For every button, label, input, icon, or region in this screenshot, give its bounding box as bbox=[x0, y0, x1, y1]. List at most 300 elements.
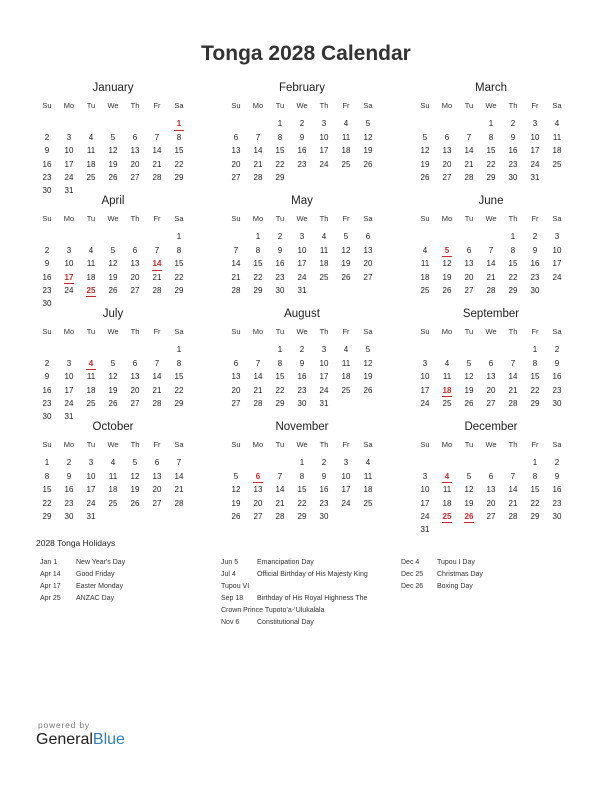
holiday-item bbox=[401, 569, 576, 581]
day-cell: 2 bbox=[554, 458, 560, 468]
weekday-label: We bbox=[296, 101, 308, 110]
weekday-label: Th bbox=[508, 327, 518, 336]
day-cell: 2 bbox=[554, 345, 560, 355]
day-cell bbox=[546, 523, 568, 536]
day-cell: 9 bbox=[277, 245, 283, 255]
day-cell: 27 bbox=[442, 172, 452, 182]
weekday-header bbox=[414, 99, 568, 112]
day-cell bbox=[80, 117, 102, 130]
day-cell: 4 bbox=[88, 245, 94, 255]
day-cell: 21 bbox=[464, 159, 474, 169]
holiday-name: Tupou I Day bbox=[437, 559, 475, 566]
day-cell: 23 bbox=[42, 398, 52, 408]
day-cell bbox=[502, 523, 524, 536]
day-cell: 19 bbox=[363, 146, 373, 156]
day-cell bbox=[225, 117, 247, 130]
week-row bbox=[414, 230, 568, 243]
day-cell: 26 bbox=[363, 159, 373, 169]
day-cell bbox=[436, 343, 458, 356]
day-cell: 27 bbox=[130, 285, 140, 295]
day-cell: 4 bbox=[554, 119, 560, 129]
day-cell: 16 bbox=[552, 372, 562, 382]
day-cell: 13 bbox=[130, 259, 140, 269]
holiday-name-continued: Tupou VI bbox=[221, 583, 250, 590]
holiday-day-cell: 18 bbox=[436, 384, 458, 397]
holiday-date: Dec 26 bbox=[401, 583, 424, 590]
holidays-title: 2028 Tonga Holidays bbox=[36, 538, 116, 548]
weekday-label: Mo bbox=[63, 214, 75, 223]
week-row bbox=[414, 131, 568, 144]
day-cell: 6 bbox=[365, 232, 371, 242]
day-cell: 11 bbox=[442, 372, 452, 382]
day-cell: 27 bbox=[363, 272, 373, 282]
weekday-label: Mo bbox=[63, 101, 75, 110]
brand-logo[interactable] bbox=[36, 731, 125, 749]
day-cell: 21 bbox=[231, 272, 241, 282]
weekday-label: Tu bbox=[464, 440, 474, 449]
day-cell: 13 bbox=[130, 372, 140, 382]
day-cell: 18 bbox=[363, 485, 373, 495]
day-cell: 21 bbox=[508, 385, 518, 395]
day-cell bbox=[335, 397, 357, 410]
day-cell: 15 bbox=[174, 146, 184, 156]
weekday-label: We bbox=[485, 214, 497, 223]
day-cell: 28 bbox=[464, 172, 474, 182]
holiday-date: Jul 4 bbox=[221, 571, 236, 578]
day-cell: 15 bbox=[530, 372, 540, 382]
week-row bbox=[225, 284, 379, 297]
day-cell: 23 bbox=[552, 498, 562, 508]
month-name: April bbox=[101, 195, 125, 207]
day-cell: 30 bbox=[64, 511, 74, 521]
week-row bbox=[36, 257, 190, 270]
month-august bbox=[225, 306, 379, 410]
day-cell: 30 bbox=[297, 398, 307, 408]
week-row bbox=[36, 244, 190, 257]
day-cell: 21 bbox=[253, 159, 263, 169]
day-cell: 10 bbox=[552, 245, 562, 255]
weekday-label: Sa bbox=[552, 440, 562, 449]
day-cell: 12 bbox=[130, 471, 140, 481]
weekday-label: Su bbox=[42, 440, 52, 449]
day-cell: 7 bbox=[510, 358, 516, 368]
day-cell: 7 bbox=[255, 358, 261, 368]
day-cell: 18 bbox=[86, 159, 96, 169]
week-row bbox=[36, 470, 190, 483]
day-cell: 8 bbox=[532, 358, 538, 368]
day-cell: 10 bbox=[64, 372, 74, 382]
weekday-label: Tu bbox=[86, 214, 96, 223]
week-row bbox=[225, 497, 379, 510]
weekday-label: Mo bbox=[63, 327, 75, 336]
day-cell: 31 bbox=[64, 186, 74, 196]
day-cell: 21 bbox=[253, 385, 263, 395]
weekday-label: Tu bbox=[275, 101, 285, 110]
day-cell bbox=[247, 343, 269, 356]
day-cell: 17 bbox=[86, 485, 96, 495]
day-cell: 29 bbox=[174, 172, 184, 182]
day-cell: 25 bbox=[442, 398, 452, 408]
day-cell: 10 bbox=[319, 132, 329, 142]
day-cell: 12 bbox=[108, 146, 118, 156]
day-cell: 6 bbox=[488, 471, 494, 481]
day-cell: 24 bbox=[341, 498, 351, 508]
weekday-label: Su bbox=[42, 101, 52, 110]
holiday-date: Nov 6 bbox=[221, 619, 240, 626]
weekday-label: Th bbox=[508, 440, 518, 449]
day-cell: 31 bbox=[297, 285, 307, 295]
day-cell: 29 bbox=[275, 172, 285, 182]
day-cell: 27 bbox=[253, 511, 263, 521]
weekday-label: We bbox=[485, 440, 497, 449]
day-cell: 22 bbox=[174, 385, 184, 395]
day-cell: 9 bbox=[510, 132, 516, 142]
weekday-label: Tu bbox=[275, 440, 285, 449]
day-cell: 19 bbox=[108, 159, 118, 169]
day-cell bbox=[124, 117, 146, 130]
holiday-item bbox=[401, 557, 576, 569]
weekday-label: Tu bbox=[275, 214, 285, 223]
weekday-label: Mo bbox=[252, 327, 264, 336]
holiday-date: Sep 18 bbox=[221, 595, 244, 602]
week-row bbox=[225, 230, 379, 243]
day-cell: 28 bbox=[253, 172, 263, 182]
day-cell: 12 bbox=[108, 372, 118, 382]
weekday-label: We bbox=[296, 440, 308, 449]
day-cell: 19 bbox=[442, 272, 452, 282]
day-cell: 29 bbox=[253, 285, 263, 295]
day-cell: 14 bbox=[275, 485, 285, 495]
day-cell: 11 bbox=[319, 245, 329, 255]
weekday-label: Mo bbox=[441, 440, 453, 449]
day-cell: 1 bbox=[532, 345, 538, 355]
holiday-date: Apr 25 bbox=[40, 595, 61, 602]
weekday-label: Su bbox=[420, 214, 430, 223]
holiday-date: Dec 25 bbox=[401, 571, 424, 578]
day-cell: 22 bbox=[42, 498, 52, 508]
day-cell: 14 bbox=[152, 146, 162, 156]
day-cell: 11 bbox=[86, 259, 96, 269]
day-cell: 20 bbox=[486, 498, 496, 508]
day-cell: 18 bbox=[86, 385, 96, 395]
weekday-label: Th bbox=[130, 327, 140, 336]
weekday-label: Tu bbox=[464, 101, 474, 110]
day-cell: 26 bbox=[231, 511, 241, 521]
holiday-name: Constitutional Day bbox=[257, 619, 314, 626]
day-cell: 23 bbox=[42, 172, 52, 182]
day-cell: 30 bbox=[42, 186, 52, 196]
holiday-name: New Year's Day bbox=[76, 559, 126, 566]
day-cell: 29 bbox=[530, 511, 540, 521]
day-cell bbox=[102, 343, 124, 356]
month-name: July bbox=[102, 308, 124, 320]
day-cell bbox=[247, 117, 269, 130]
day-cell: 2 bbox=[277, 232, 283, 242]
holiday-name: Easter Monday bbox=[76, 583, 124, 590]
day-cell: 26 bbox=[363, 385, 373, 395]
day-cell: 10 bbox=[86, 471, 96, 481]
day-cell: 2 bbox=[44, 245, 50, 255]
weekday-label: Th bbox=[319, 214, 329, 223]
day-cell: 22 bbox=[275, 385, 285, 395]
week-row bbox=[36, 144, 190, 157]
day-cell: 11 bbox=[420, 259, 430, 269]
day-cell bbox=[146, 230, 168, 243]
day-cell bbox=[247, 456, 269, 469]
day-cell: 30 bbox=[508, 172, 518, 182]
week-row bbox=[225, 357, 379, 370]
weekday-header bbox=[414, 438, 568, 451]
weekday-label: Mo bbox=[252, 440, 264, 449]
day-cell bbox=[80, 343, 102, 356]
month-name: November bbox=[275, 421, 329, 433]
day-cell: 27 bbox=[130, 398, 140, 408]
weekday-label: Sa bbox=[174, 440, 184, 449]
weekday-label: Su bbox=[420, 327, 430, 336]
day-cell bbox=[502, 456, 524, 469]
day-cell bbox=[58, 117, 80, 130]
weekday-label: Fr bbox=[531, 327, 539, 336]
day-cell: 22 bbox=[174, 159, 184, 169]
day-cell: 29 bbox=[275, 398, 285, 408]
day-cell: 9 bbox=[554, 358, 560, 368]
weekday-label: Th bbox=[319, 101, 329, 110]
day-cell: 20 bbox=[442, 159, 452, 169]
week-row bbox=[414, 497, 568, 510]
day-cell bbox=[124, 230, 146, 243]
day-cell: 1 bbox=[255, 232, 261, 242]
holiday-day-cell: 4 bbox=[436, 470, 458, 483]
day-cell: 24 bbox=[64, 172, 74, 182]
day-cell: 24 bbox=[64, 398, 74, 408]
day-cell: 9 bbox=[554, 471, 560, 481]
month-name: December bbox=[464, 421, 518, 433]
day-cell: 30 bbox=[275, 285, 285, 295]
day-cell: 4 bbox=[343, 119, 349, 129]
month-july bbox=[36, 306, 190, 424]
day-cell bbox=[313, 171, 335, 184]
day-cell: 10 bbox=[64, 146, 74, 156]
day-cell bbox=[480, 456, 502, 469]
day-cell: 18 bbox=[420, 272, 430, 282]
day-cell: 23 bbox=[42, 285, 52, 295]
day-cell: 28 bbox=[152, 172, 162, 182]
weekday-label: Fr bbox=[531, 440, 539, 449]
holiday-item bbox=[221, 617, 396, 629]
day-cell: 29 bbox=[174, 285, 184, 295]
day-cell: 3 bbox=[532, 119, 538, 129]
week-row bbox=[414, 284, 568, 297]
page-title: Tonga 2028 Calendar bbox=[201, 42, 411, 65]
day-cell: 6 bbox=[233, 132, 239, 142]
day-cell bbox=[414, 343, 436, 356]
day-cell bbox=[524, 523, 546, 536]
day-cell: 7 bbox=[154, 132, 160, 142]
week-row bbox=[36, 370, 190, 383]
week-row bbox=[36, 171, 190, 184]
day-cell bbox=[458, 343, 480, 356]
day-cell: 31 bbox=[319, 398, 329, 408]
day-cell: 19 bbox=[420, 159, 430, 169]
weekday-label: We bbox=[107, 327, 119, 336]
day-cell: 12 bbox=[464, 485, 474, 495]
day-cell: 10 bbox=[420, 372, 430, 382]
day-cell: 28 bbox=[508, 398, 518, 408]
holiday-item bbox=[40, 557, 215, 569]
week-row bbox=[225, 158, 379, 171]
week-row bbox=[36, 284, 190, 297]
day-cell: 23 bbox=[297, 385, 307, 395]
day-cell: 1 bbox=[299, 458, 305, 468]
day-cell: 14 bbox=[152, 372, 162, 382]
weekday-label: Mo bbox=[252, 101, 264, 110]
day-cell: 24 bbox=[319, 385, 329, 395]
month-january bbox=[36, 80, 190, 198]
day-cell: 25 bbox=[341, 385, 351, 395]
day-cell: 8 bbox=[44, 471, 50, 481]
holiday-name: Birthday of His Royal Highness The bbox=[257, 595, 368, 602]
day-cell: 12 bbox=[442, 259, 452, 269]
day-cell: 12 bbox=[420, 146, 430, 156]
holiday-list-column bbox=[40, 557, 215, 605]
day-cell: 28 bbox=[275, 511, 285, 521]
month-name: October bbox=[92, 421, 134, 433]
month-february bbox=[225, 80, 379, 184]
day-cell: 26 bbox=[464, 398, 474, 408]
day-cell: 20 bbox=[486, 385, 496, 395]
day-cell: 6 bbox=[444, 132, 450, 142]
day-cell bbox=[225, 343, 247, 356]
weekday-header bbox=[36, 212, 190, 225]
day-cell: 3 bbox=[88, 458, 94, 468]
day-cell bbox=[502, 343, 524, 356]
day-cell: 11 bbox=[86, 372, 96, 382]
holiday-item bbox=[40, 581, 215, 593]
day-cell: 5 bbox=[466, 358, 472, 368]
day-cell: 28 bbox=[152, 285, 162, 295]
holiday-date: Dec 4 bbox=[401, 559, 420, 566]
day-cell: 5 bbox=[110, 245, 116, 255]
week-row bbox=[225, 257, 379, 270]
day-cell: 27 bbox=[231, 172, 241, 182]
holiday-list-column bbox=[401, 557, 576, 593]
weekday-label: Sa bbox=[174, 327, 184, 336]
day-cell bbox=[124, 510, 146, 523]
week-row bbox=[414, 158, 568, 171]
day-cell: 23 bbox=[552, 385, 562, 395]
day-cell: 1 bbox=[176, 232, 182, 242]
month-november bbox=[225, 419, 379, 523]
day-cell: 9 bbox=[66, 471, 72, 481]
week-row bbox=[414, 470, 568, 483]
day-cell: 23 bbox=[319, 498, 329, 508]
day-cell: 25 bbox=[341, 159, 351, 169]
month-june bbox=[414, 193, 568, 297]
day-cell bbox=[36, 230, 58, 243]
holiday-day-cell: 1 bbox=[168, 117, 190, 130]
day-cell: 4 bbox=[422, 245, 428, 255]
weekday-label: Th bbox=[130, 101, 140, 110]
day-cell: 8 bbox=[277, 358, 283, 368]
day-cell: 8 bbox=[176, 245, 182, 255]
day-cell: 30 bbox=[552, 511, 562, 521]
day-cell: 3 bbox=[422, 471, 428, 481]
day-cell: 16 bbox=[64, 485, 74, 495]
day-cell: 18 bbox=[319, 259, 329, 269]
day-cell: 5 bbox=[110, 132, 116, 142]
day-cell: 18 bbox=[552, 146, 562, 156]
week-row bbox=[414, 384, 568, 397]
day-cell bbox=[225, 456, 247, 469]
day-cell: 26 bbox=[108, 285, 118, 295]
holiday-name: Good Friday bbox=[76, 571, 115, 578]
day-cell: 9 bbox=[299, 358, 305, 368]
day-cell: 2 bbox=[66, 458, 72, 468]
day-cell: 22 bbox=[508, 272, 518, 282]
holiday-date: Apr 17 bbox=[40, 583, 61, 590]
day-cell: 17 bbox=[530, 146, 540, 156]
day-cell: 12 bbox=[464, 372, 474, 382]
weekday-label: Fr bbox=[531, 214, 539, 223]
week-row bbox=[225, 470, 379, 483]
day-cell: 22 bbox=[174, 272, 184, 282]
day-cell: 21 bbox=[152, 272, 162, 282]
day-cell: 24 bbox=[86, 498, 96, 508]
holiday-item bbox=[221, 569, 396, 581]
day-cell: 27 bbox=[130, 172, 140, 182]
day-cell bbox=[546, 171, 568, 184]
day-cell bbox=[269, 456, 291, 469]
month-september bbox=[414, 306, 568, 410]
weekday-label: Sa bbox=[363, 440, 373, 449]
day-cell: 21 bbox=[275, 498, 285, 508]
day-cell: 1 bbox=[488, 119, 494, 129]
weekday-label: Su bbox=[231, 214, 241, 223]
weekday-label: Mo bbox=[441, 327, 453, 336]
day-cell: 19 bbox=[341, 259, 351, 269]
day-cell: 7 bbox=[277, 471, 283, 481]
day-cell: 18 bbox=[86, 272, 96, 282]
day-cell: 19 bbox=[464, 385, 474, 395]
day-cell: 15 bbox=[297, 485, 307, 495]
week-row bbox=[36, 497, 190, 510]
day-cell: 5 bbox=[233, 471, 239, 481]
day-cell: 15 bbox=[174, 259, 184, 269]
week-row bbox=[225, 271, 379, 284]
day-cell bbox=[480, 230, 502, 243]
day-cell: 25 bbox=[86, 172, 96, 182]
weekday-header bbox=[225, 325, 379, 338]
day-cell: 13 bbox=[231, 146, 241, 156]
day-cell: 22 bbox=[486, 159, 496, 169]
day-cell: 5 bbox=[365, 119, 371, 129]
weekday-label: Tu bbox=[275, 327, 285, 336]
weekday-label: Th bbox=[319, 327, 329, 336]
weekday-header bbox=[36, 325, 190, 338]
day-cell: 4 bbox=[365, 458, 371, 468]
day-cell: 3 bbox=[299, 232, 305, 242]
day-cell: 28 bbox=[508, 511, 518, 521]
day-cell: 7 bbox=[176, 458, 182, 468]
day-cell: 16 bbox=[297, 372, 307, 382]
weekday-label: We bbox=[107, 101, 119, 110]
day-cell bbox=[146, 510, 168, 523]
week-row bbox=[414, 510, 568, 523]
day-cell: 31 bbox=[530, 172, 540, 182]
day-cell: 15 bbox=[486, 146, 496, 156]
day-cell bbox=[357, 397, 379, 410]
day-cell: 7 bbox=[466, 132, 472, 142]
